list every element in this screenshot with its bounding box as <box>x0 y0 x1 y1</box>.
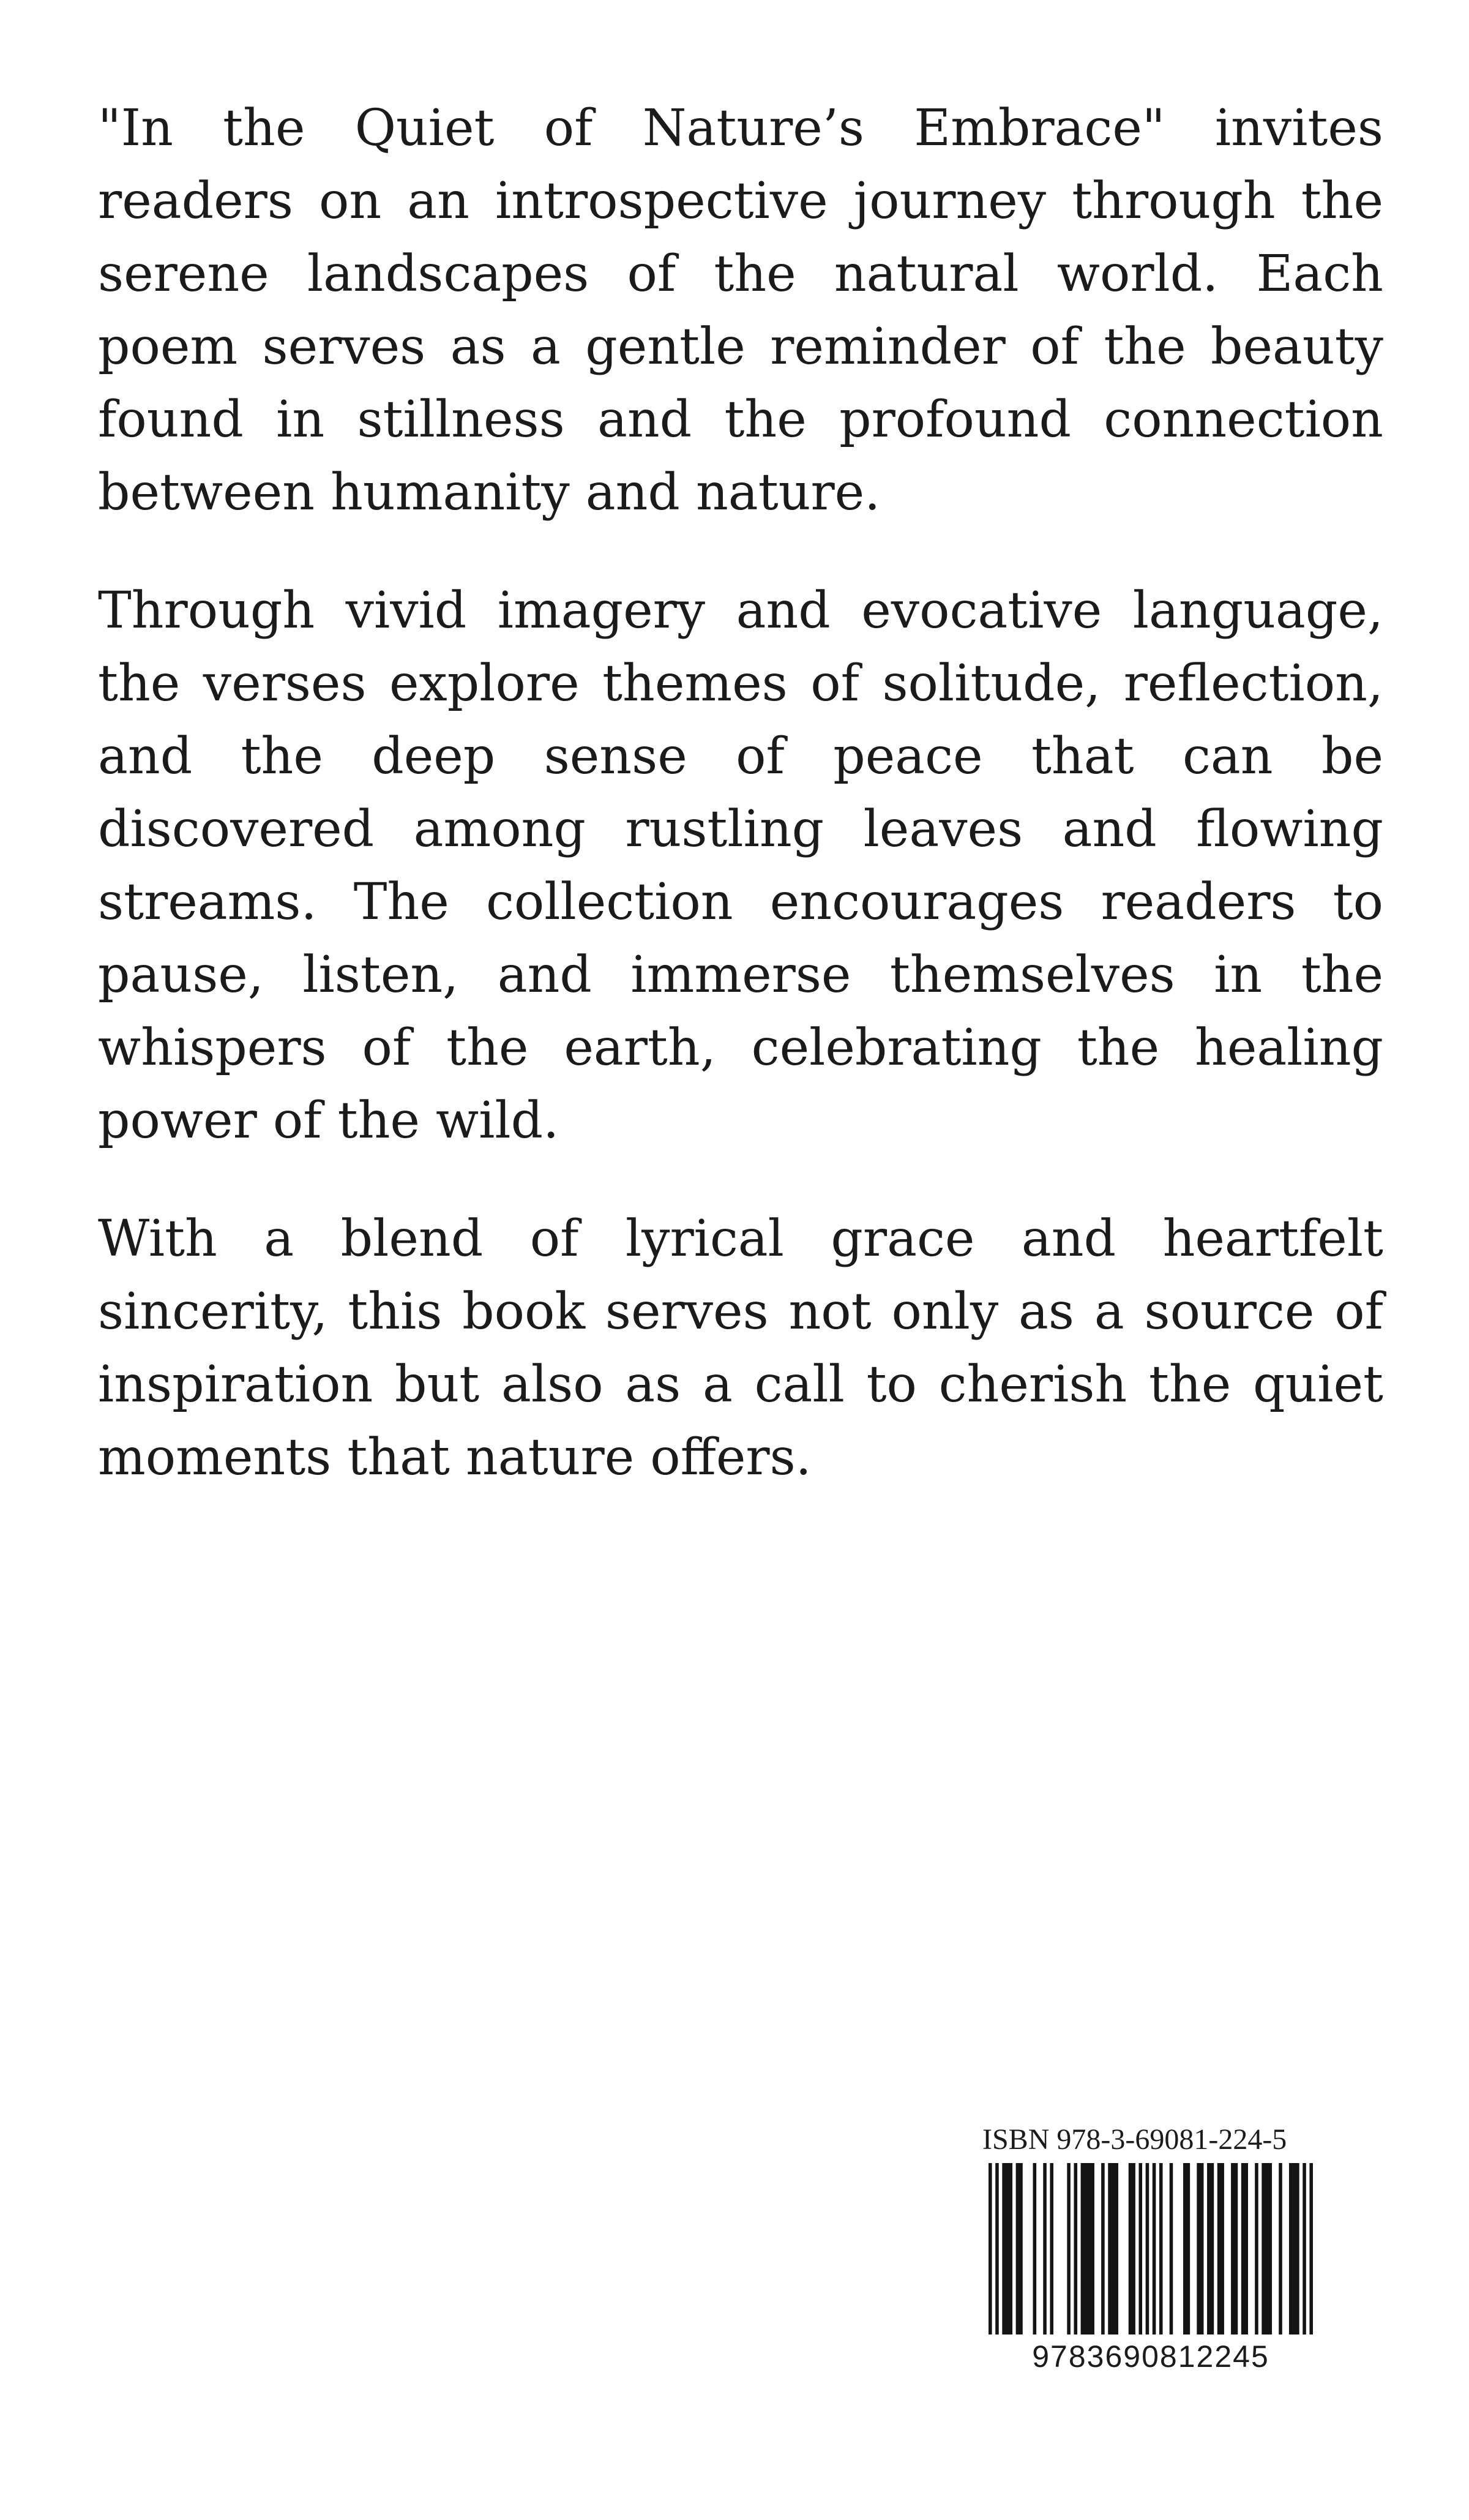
barcode-bar <box>1101 2163 1105 2334</box>
barcode-bar <box>1033 2163 1037 2334</box>
barcode-bar <box>1074 2163 1077 2334</box>
blurb-paragraph-2: Through vivid imagery and evocative language, the verses explore themes of solitude, reflection, and the deep sense of peace that can be discovered among rustling leaves and flowing streams. The collection encourages readers to pause, listen, and immerse themselves in the whispers of the earth, celebrating the healing power of the wild. <box>98 582 1383 1150</box>
barcode-bar <box>1043 2163 1047 2334</box>
barcode-bar <box>1146 2163 1149 2334</box>
barcode-bar <box>1170 2163 1173 2334</box>
barcode-bar <box>989 2163 992 2334</box>
barcode-bar <box>1129 2163 1135 2334</box>
barcode-bar <box>1207 2163 1214 2334</box>
barcode-bar <box>995 2163 999 2334</box>
barcode-bar <box>1002 2163 1012 2334</box>
blurb-paragraph-1: "In the Quiet of Nature’s Embrace" invites readers on an introspective journey through the serene landscapes of the natural world. Each poem serves as a gentle reminder of the beauty found in stillness and the profound connection between humanity and nature. <box>98 99 1383 522</box>
barcode-bar <box>1138 2163 1142 2334</box>
barcode-bar <box>1303 2163 1306 2334</box>
barcode-bar <box>1016 2163 1023 2334</box>
barcode-bar <box>1183 2163 1190 2334</box>
barcode-digits: 9783690812245 <box>1032 2339 1269 2374</box>
barcode-bar <box>1067 2163 1071 2334</box>
barcode-bar <box>1217 2163 1224 2334</box>
barcode-bar <box>1231 2163 1238 2334</box>
barcode-bar <box>1289 2163 1299 2334</box>
barcode-bar <box>1108 2163 1118 2334</box>
barcode-bar <box>1159 2163 1163 2334</box>
barcode-bar <box>1241 2163 1248 2334</box>
barcode-bar <box>1081 2163 1094 2334</box>
barcode-icon <box>982 2163 1319 2334</box>
barcode-bar <box>1050 2163 1053 2334</box>
barcode-bar <box>1309 2163 1313 2334</box>
blurb-text <box>98 92 1383 1539</box>
isbn-barcode-block <box>982 2121 1319 2379</box>
barcode-bar <box>1279 2163 1282 2334</box>
blurb-paragraph-3: With a blend of lyrical grace and heartfelt sincerity, this book serves not only as a source of inspiration but also as a call to cherish the quiet moments that nature offers. <box>98 1210 1383 1487</box>
barcode-bar <box>1153 2163 1156 2334</box>
barcode-bar <box>1255 2163 1258 2334</box>
barcode-bar <box>1197 2163 1203 2334</box>
isbn-label: ISBN 978-3-69081-224-5 <box>982 2123 1287 2156</box>
barcode-bar <box>1262 2163 1272 2334</box>
